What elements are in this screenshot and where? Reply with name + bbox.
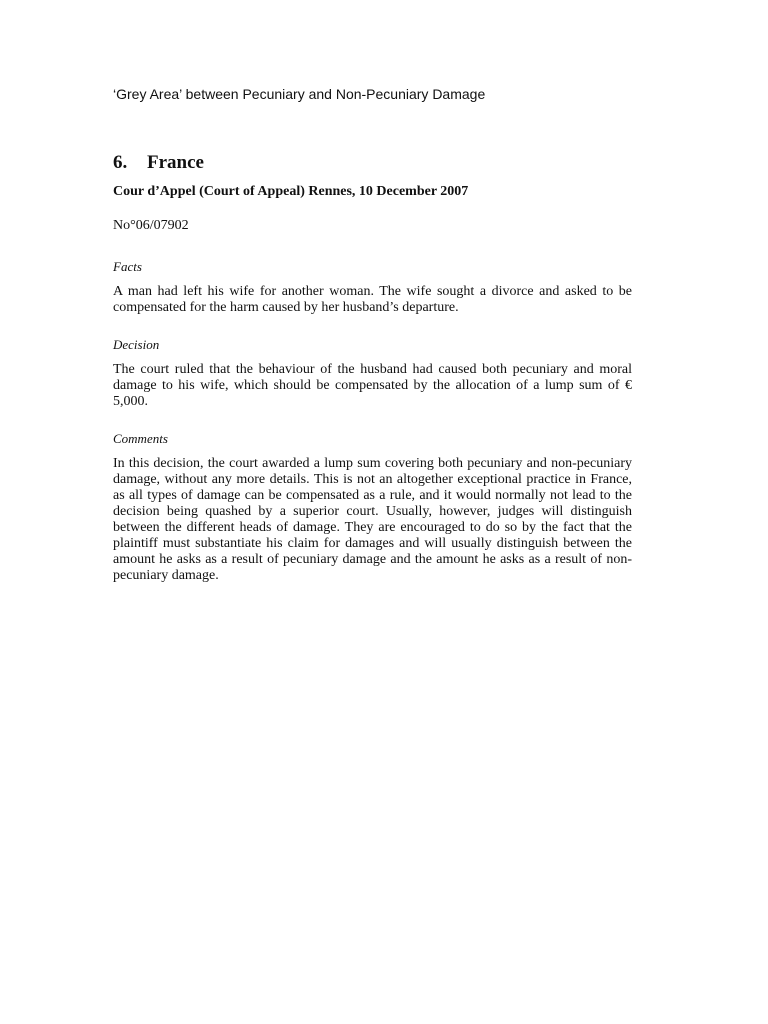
facts-heading: Facts: [113, 259, 142, 274]
section-title: France: [147, 152, 204, 173]
running-header: ‘Grey Area’ between Pecuniary and Non-Pecuniary Damage: [113, 86, 486, 102]
case-number: No°06/07902: [113, 218, 189, 233]
decision-paragraph: The court ruled that the behaviour of the husband had caused both pecuniary and moral damage to his wife, which should be compensated by the allocation of a lump sum of € 5,000.: [113, 362, 632, 409]
section-number: 6.: [113, 152, 128, 173]
facts-paragraph: A man had left his wife for another woman. The wife sought a divorce and asked to be compensated for the harm caused by her husband’s departure.: [113, 284, 632, 315]
case-title: Cour d’Appel (Court of Appeal) Rennes, 10 December 2007: [113, 184, 469, 199]
decision-heading: Decision: [113, 337, 160, 352]
comments-heading: Comments: [113, 431, 168, 446]
document-page: [113, 84, 632, 604]
section-heading: [113, 150, 632, 176]
comments-paragraph: In this decision, the court awarded a lump sum covering both pecuniary and non-pecuniary damage, without any more details. This is not an altogether exceptional practice in France, as all types of damage can be compensated as a rule, and it would normally not lead to the decision being quashed by a superior court. Usually, however, judges will distinguish between the different heads of damage. They are encouraged to do so by the fact that the plaintiff must substantiate his claim for damages and will usually distinguish between the amount he asks as a result of pecuniary damage and the amount he asks as a result of non-pecuniary damage.: [113, 456, 632, 583]
